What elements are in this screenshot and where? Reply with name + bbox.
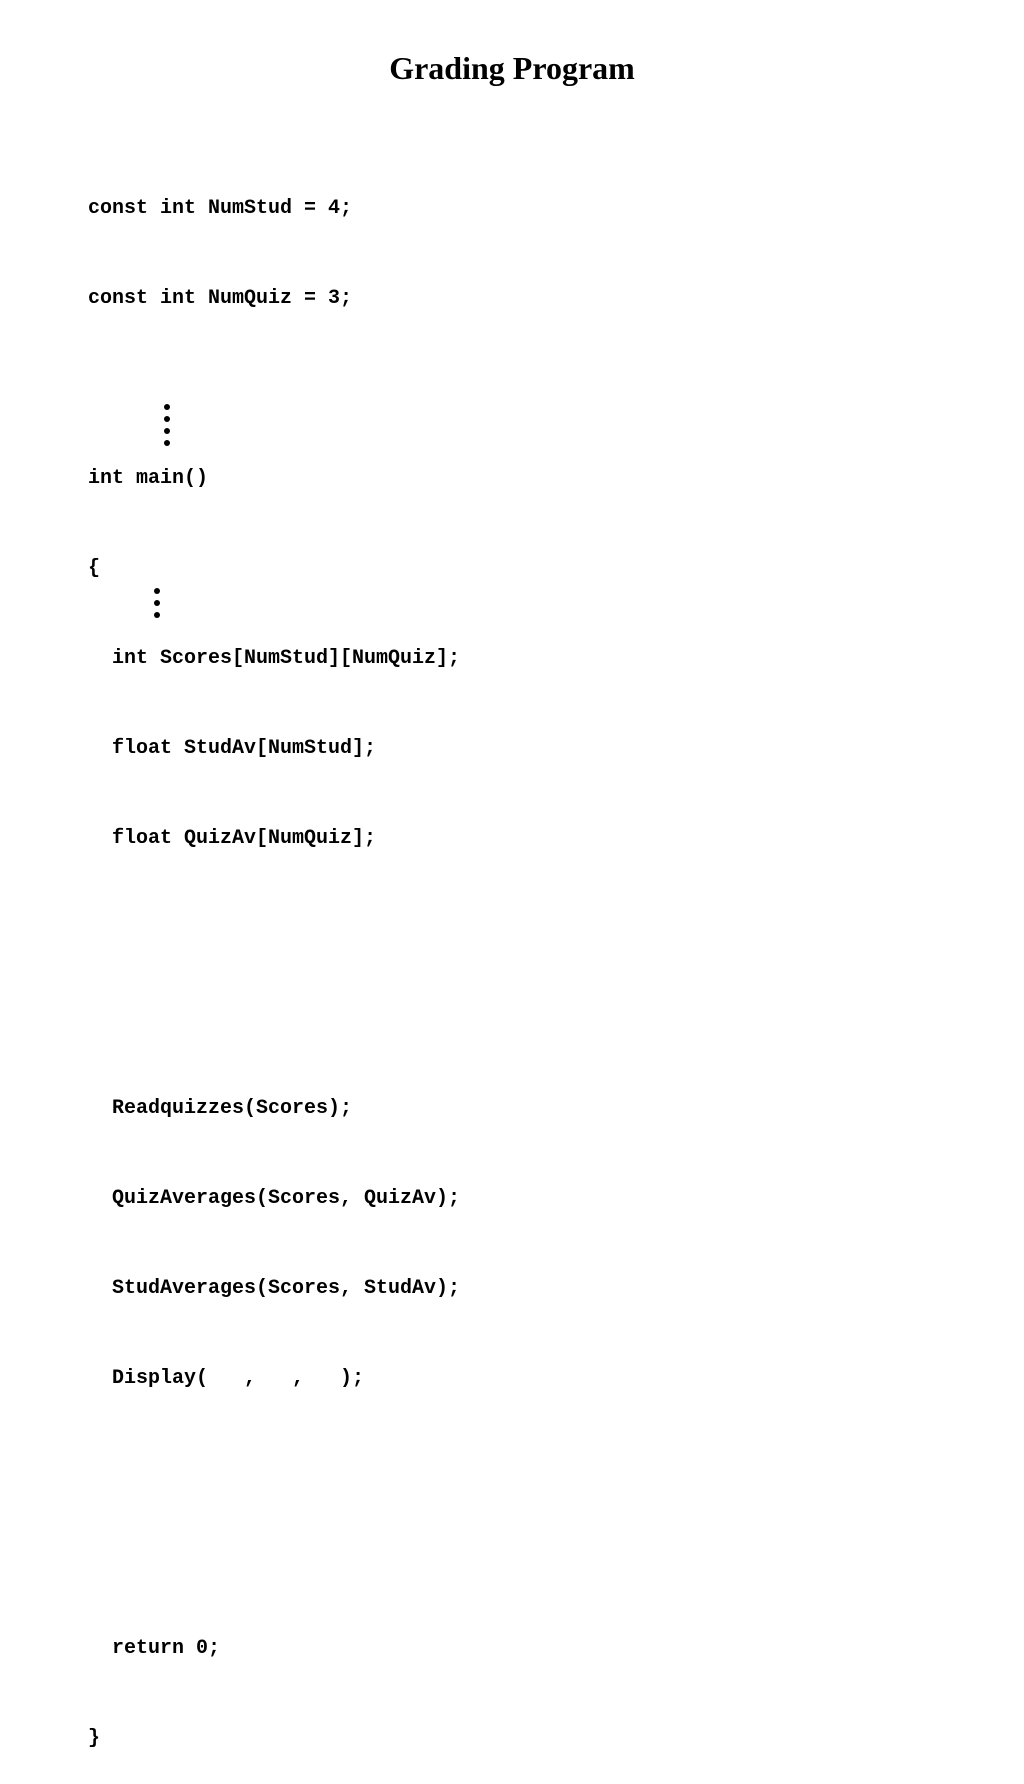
dot (154, 588, 160, 594)
code-block (88, 134, 460, 1784)
dot (164, 428, 170, 434)
code-line: const int NumQuiz = 3; (88, 287, 353, 310)
dot (164, 440, 170, 446)
vertical-ellipsis-icon (164, 404, 170, 452)
code-line (88, 1454, 460, 1484)
code-line: return 0; (88, 1637, 221, 1660)
dot (164, 404, 170, 410)
code-line: Display( , , ); (88, 1367, 365, 1390)
code-line: int Scores[NumStud][NumQuiz]; (88, 647, 461, 670)
code-line: const int NumStud = 4; (88, 197, 353, 220)
code-line: StudAverages(Scores, StudAv); (88, 1277, 461, 1300)
dot (154, 600, 160, 606)
code-line (88, 1004, 460, 1034)
code-line: } (88, 1727, 101, 1750)
dot (164, 416, 170, 422)
code-line: float StudAv[NumStud]; (88, 737, 377, 760)
code-line: QuizAverages(Scores, QuizAv); (88, 1187, 461, 1210)
dot (154, 612, 160, 618)
slide-title: Grading Program (389, 50, 635, 86)
code-line (88, 1544, 460, 1574)
code-line: float QuizAv[NumQuiz]; (88, 827, 377, 850)
code-line: { (88, 557, 101, 580)
code-line (88, 914, 460, 944)
code-line (88, 374, 460, 404)
code-line: Readquizzes(Scores); (88, 1097, 353, 1120)
code-line: int main() (88, 467, 209, 490)
vertical-ellipsis-icon (154, 588, 160, 624)
